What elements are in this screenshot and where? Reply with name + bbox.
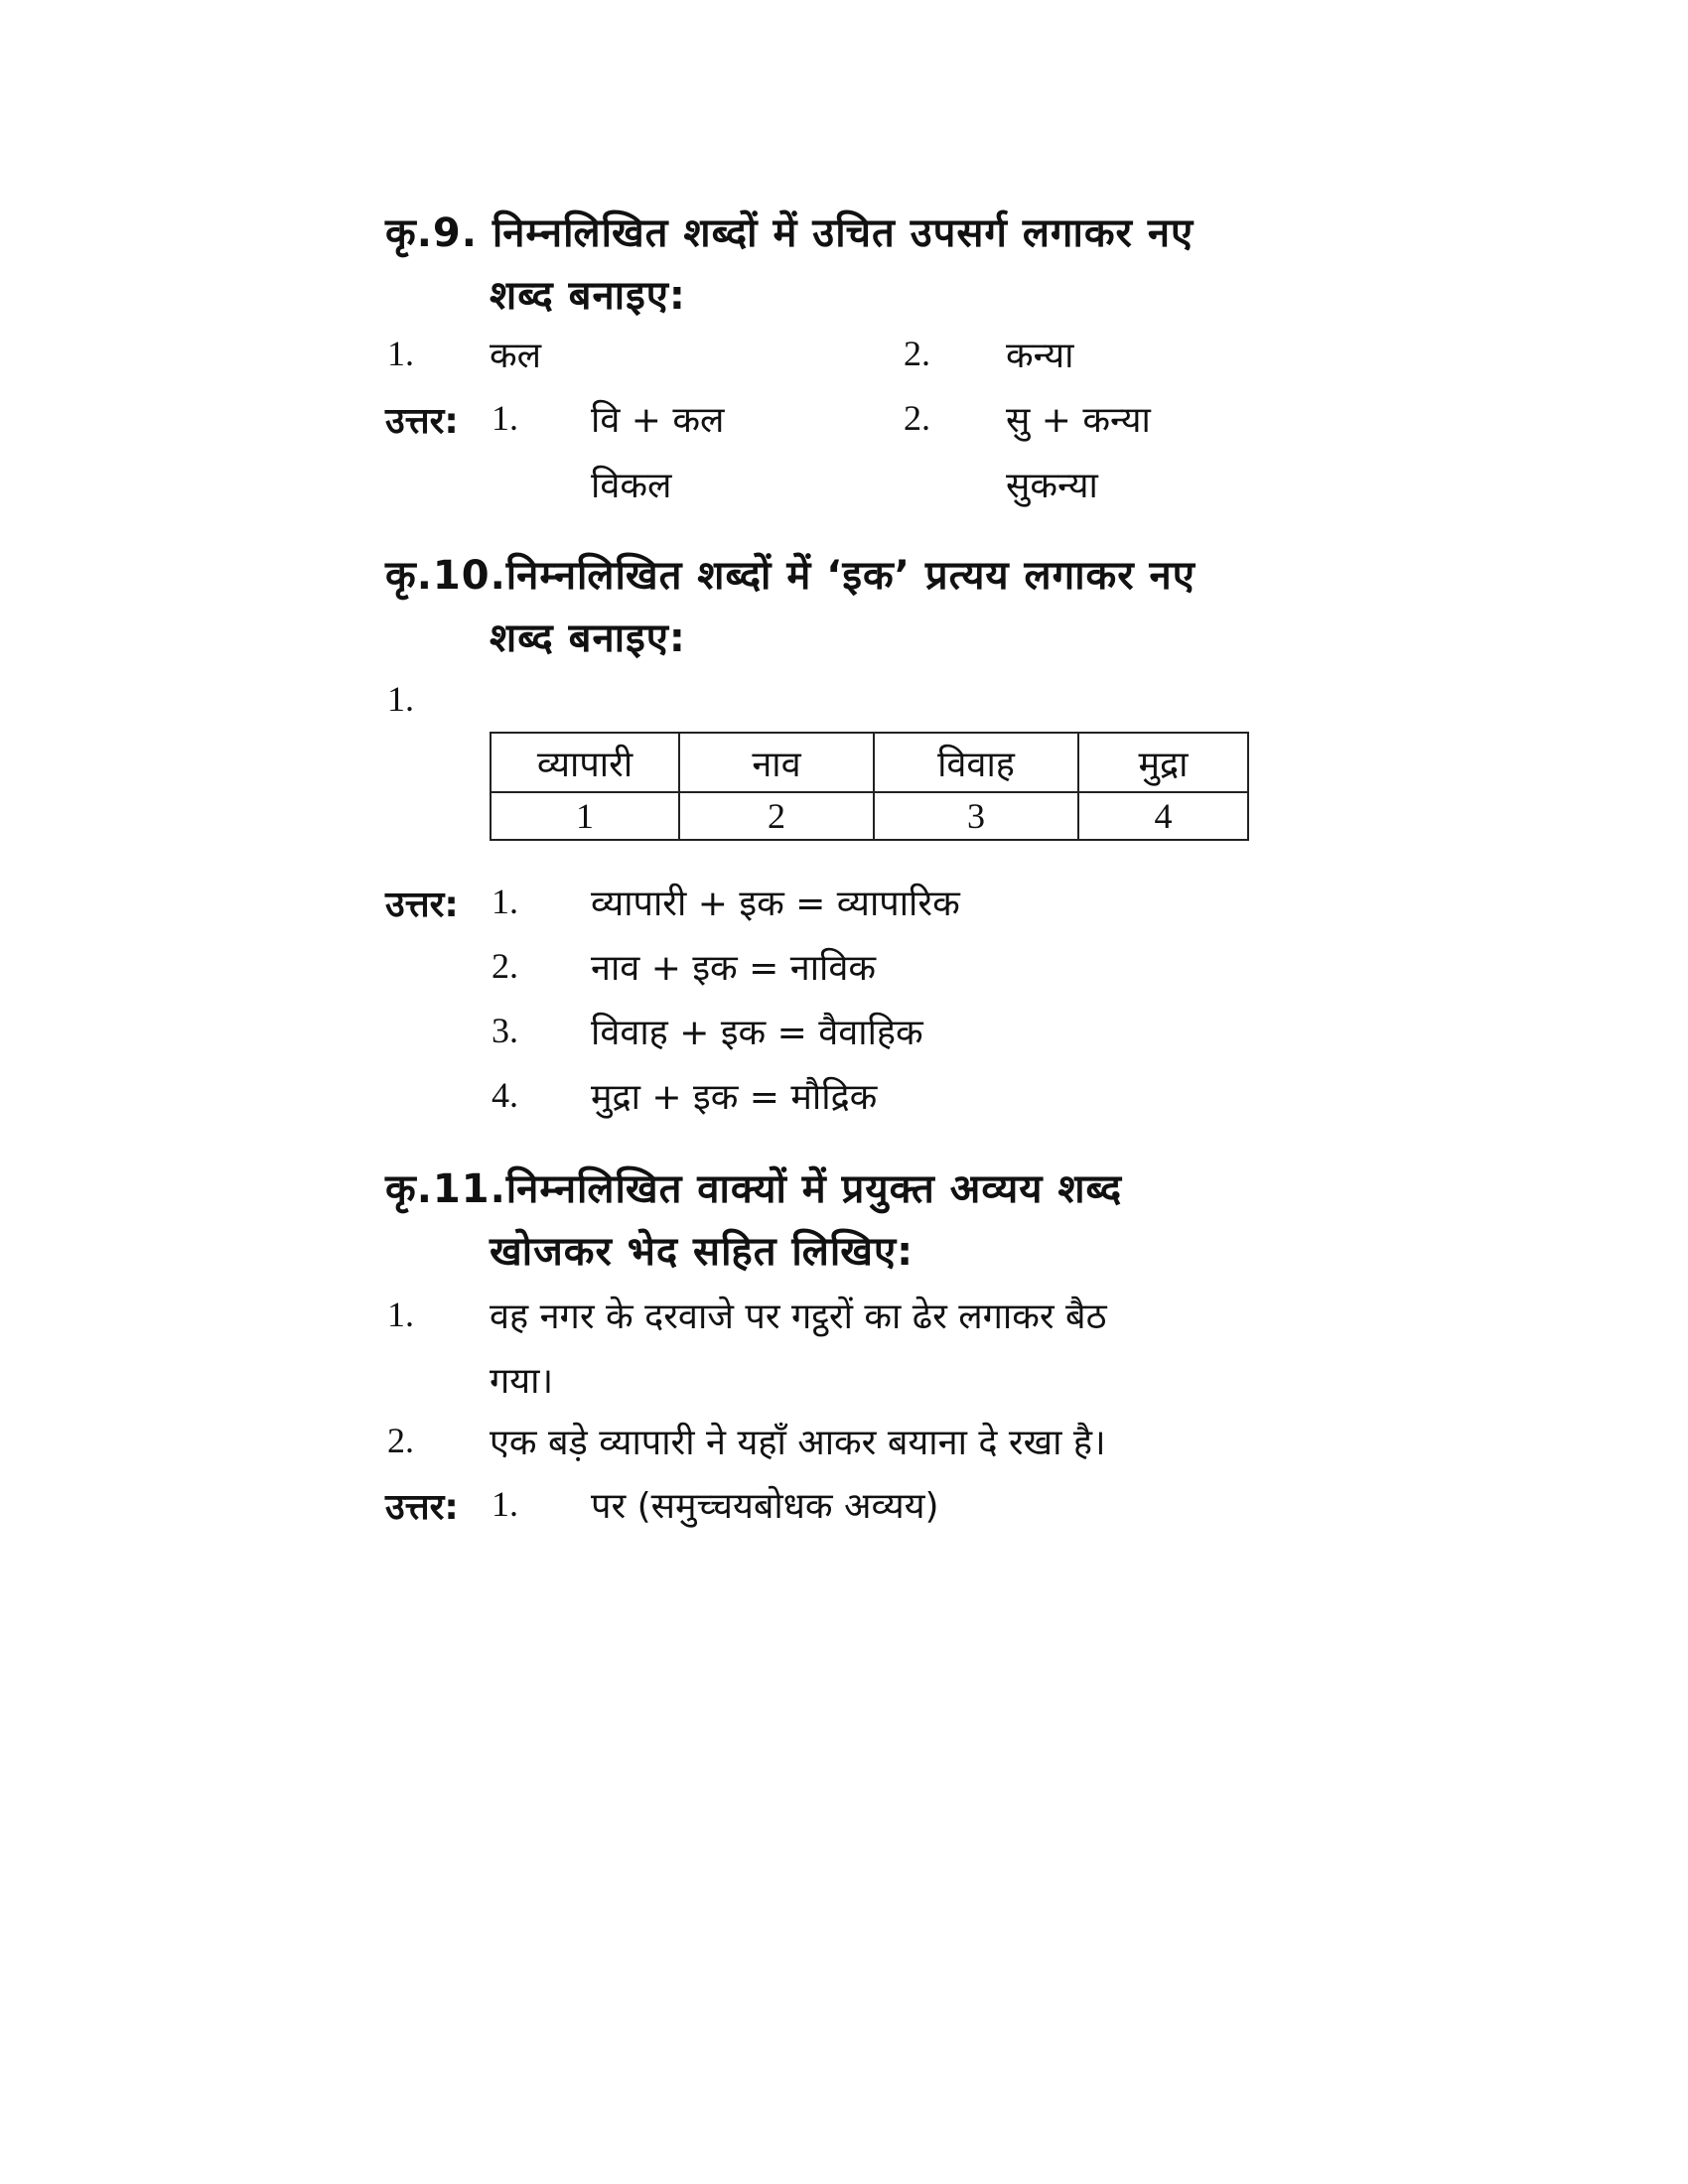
- table-cell-word: नाव: [679, 733, 874, 792]
- q11-heading-line1: कृ.11.निम्नलिखित वाक्यों में प्रयुक्त अव्यय शब्द: [385, 1166, 1123, 1212]
- q10-answer-text-3: विवाह + इक = वैवाहिक: [591, 1013, 923, 1053]
- table-cell-word: विवाह: [874, 733, 1078, 792]
- q9-item-num-2: 2.: [904, 334, 930, 373]
- q10-answer-text-4: मुद्रा + इक = मौद्रिक: [591, 1077, 878, 1118]
- q9-answer-formula-1: वि + कल: [591, 400, 725, 441]
- q11-heading-line2: खोजकर भेद सहित लिखिए:: [490, 1229, 914, 1275]
- q11-sentence-1-line2: गया।: [490, 1361, 554, 1402]
- q9-answer-num-1: 1.: [492, 398, 518, 438]
- table-cell-number: 4: [1078, 792, 1248, 840]
- q10-heading-line2: शब्द बनाइए:: [490, 615, 686, 661]
- table-cell-word: व्यापारी: [491, 733, 679, 792]
- table-cell-number: 2: [679, 792, 874, 840]
- q10-answer-label: उत्तर:: [385, 885, 459, 925]
- q10-answer-num-2: 2.: [492, 946, 518, 986]
- q10-item-num: 1.: [387, 679, 414, 719]
- q9-answer-result-1: विकल: [591, 466, 672, 506]
- table-cell-number: 1: [491, 792, 679, 840]
- q9-item-num-1: 1.: [387, 334, 414, 373]
- q9-heading-line2: शब्द बनाइए:: [490, 273, 686, 319]
- q11-sentence-2-line1: एक बड़े व्यापारी ने यहाँ आकर बयाना दे रखा है।: [490, 1423, 1106, 1463]
- q10-answer-text-1: व्यापारी + इक = व्यापारिक: [591, 884, 960, 924]
- q9-answer-result-2: सुकन्या: [1006, 466, 1098, 506]
- table-row: [491, 733, 1248, 792]
- q10-answer-num-4: 4.: [492, 1075, 518, 1115]
- q11-answer-num-1: 1.: [492, 1484, 518, 1524]
- q9-answer-num-2: 2.: [904, 398, 930, 438]
- q9-item-word-2: कन्या: [1006, 336, 1074, 376]
- q11-answer-label: उत्तर:: [385, 1487, 459, 1528]
- q11-sentence-num-2: 2.: [387, 1421, 414, 1460]
- q10-answer-num-3: 3.: [492, 1011, 518, 1050]
- table-row: [491, 792, 1248, 840]
- q11-answer-text-1: पर (समुच्चयबोधक अव्यय): [591, 1486, 939, 1527]
- q10-heading-line1: कृ.10.निम्नलिखित शब्दों में ‘इक’ प्रत्यय लगाकर नए: [385, 553, 1196, 599]
- table-cell-number: 3: [874, 792, 1078, 840]
- q10-answer-num-1: 1.: [492, 882, 518, 921]
- q11-sentence-num-1: 1.: [387, 1295, 414, 1334]
- suffix-word-table: [490, 732, 1249, 841]
- table-cell-word: मुद्रा: [1078, 733, 1248, 792]
- q9-answer-formula-2: सु + कन्या: [1006, 400, 1151, 441]
- q9-answer-label: उत्तर:: [385, 401, 459, 442]
- q9-heading-line1: कृ.9. निम्नलिखित शब्दों में उचित उपसर्ग लगाकर नए: [385, 210, 1195, 256]
- q9-item-word-1: कल: [490, 336, 542, 376]
- q11-sentence-1-line1: वह नगर के दरवाजे पर गट्ठरों का ढेर लगाकर बैठ: [490, 1297, 1107, 1337]
- q10-answer-text-2: नाव + इक = नाविक: [591, 948, 877, 989]
